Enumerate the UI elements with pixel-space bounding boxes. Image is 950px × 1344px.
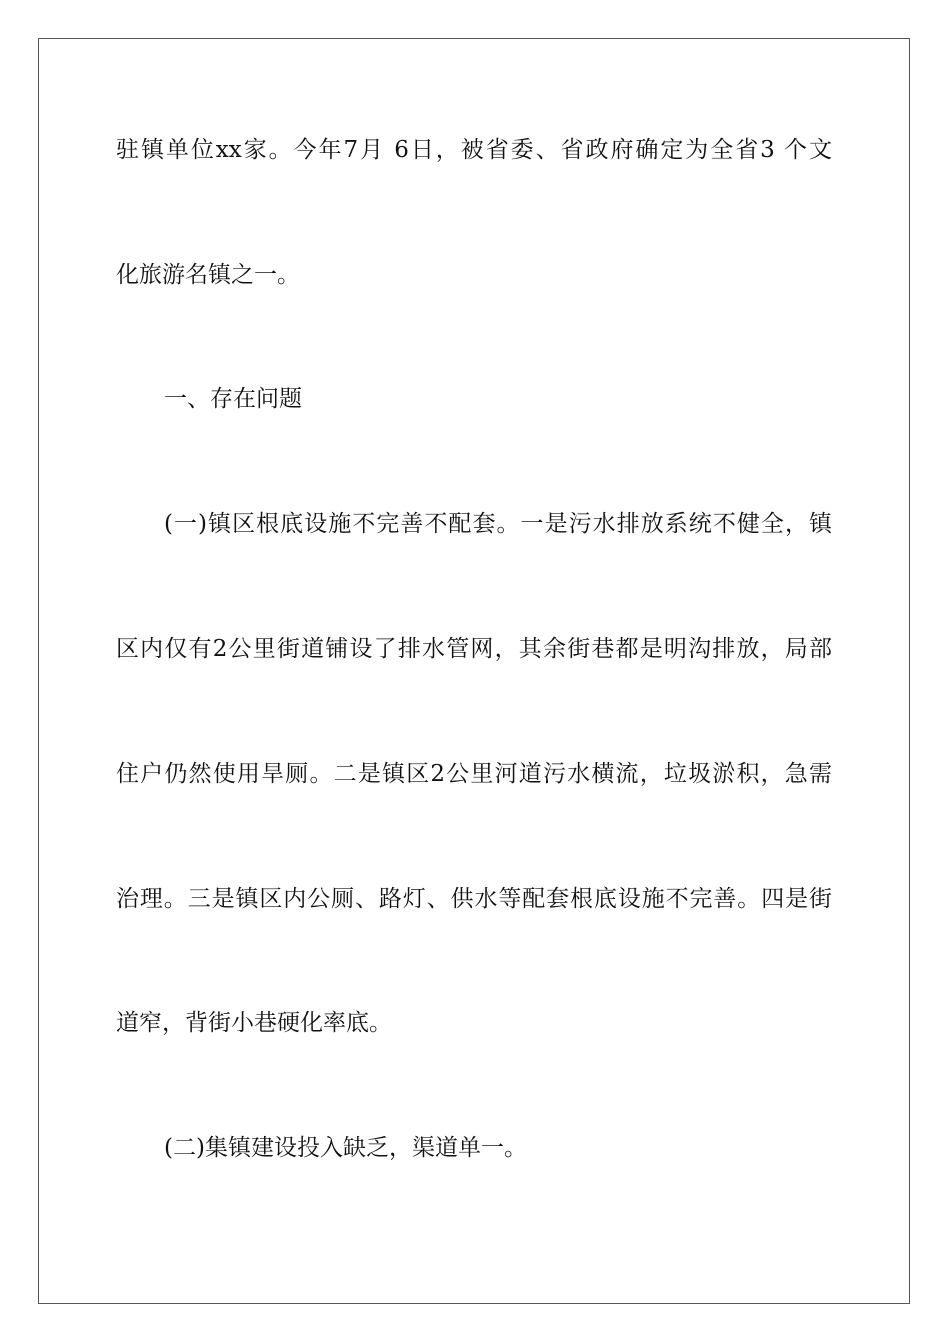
text-line: 化旅游名镇之一。 xyxy=(116,262,300,288)
section-heading: 一、存在问题 xyxy=(164,386,302,412)
text-line: 区内仅有2公里街道铺设了排水管网，其余街巷都是明沟排放，局部 xyxy=(116,636,832,662)
text-line: 道窄，背街小巷硬化率底。 xyxy=(116,1010,392,1036)
text-line: (一)镇区根底设施不完善不配套。一是污水排放系统不健全，镇 xyxy=(164,511,832,537)
text-line: 治理。三是镇区内公厕、路灯、供水等配套根底设施不完善。四是街 xyxy=(116,886,832,912)
text-line: 驻镇单位xx家。今年7月 6日，被省委、省政府确定为全省3 个文 xyxy=(116,137,832,163)
page-frame xyxy=(38,38,910,1304)
text-line: 住户仍然使用旱厕。二是镇区2公里河道污水横流，垃圾淤积，急需 xyxy=(116,761,832,787)
text-line: (二)集镇建设投入缺乏，渠道单一。 xyxy=(164,1135,527,1161)
